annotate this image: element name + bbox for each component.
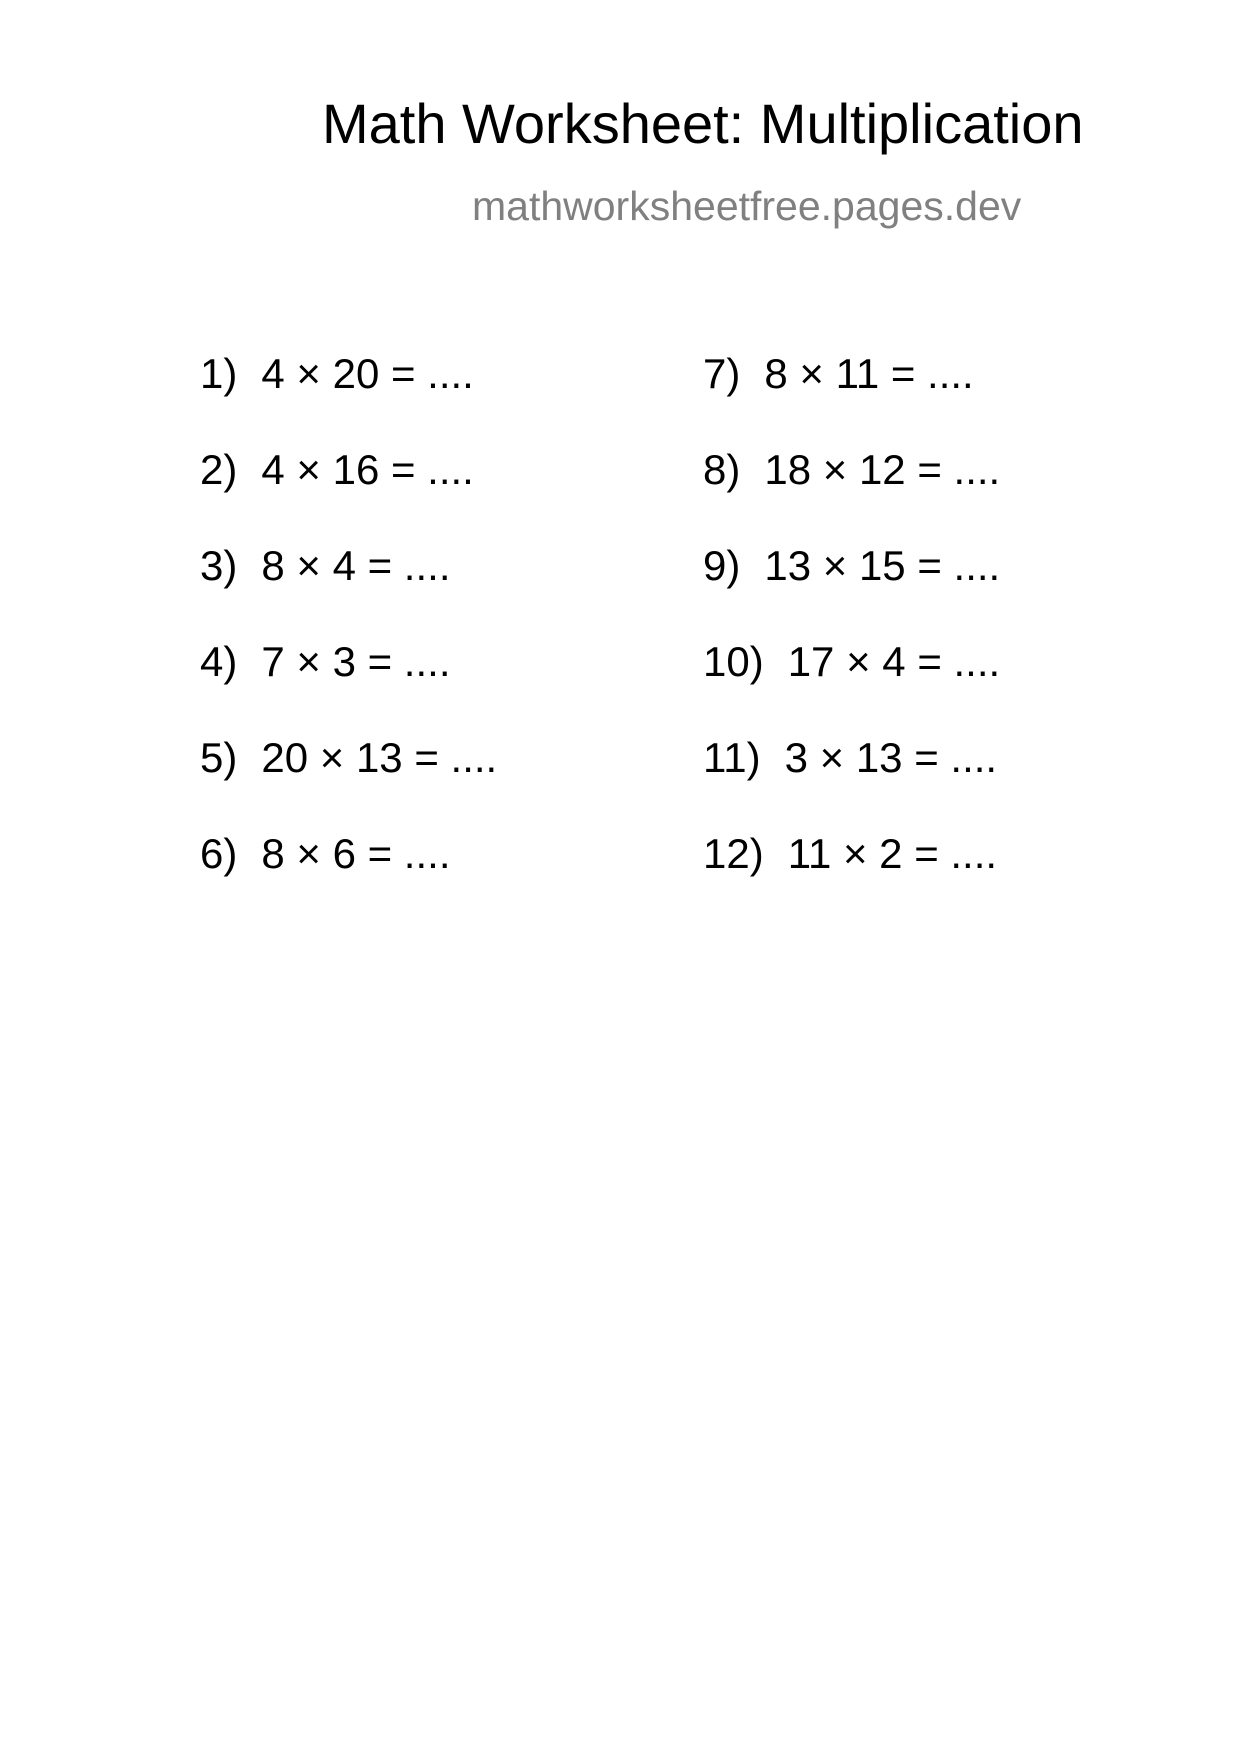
problem-number: 1)	[200, 350, 238, 397]
source-url: mathworksheetfree.pages.dev	[472, 183, 1022, 229]
problem-expression: 4 × 20 = ....	[261, 350, 474, 397]
problem-expression: 8 × 6 = ....	[261, 830, 451, 877]
problem-expression: 13 × 15 = ....	[764, 542, 1001, 589]
page-title: Math Worksheet: Multiplication	[322, 92, 1084, 155]
problem-expression: 20 × 13 = ....	[261, 734, 498, 781]
problem-expression: 4 × 16 = ....	[261, 446, 474, 493]
problem-item	[200, 350, 497, 446]
problem-item	[703, 734, 1000, 830]
problem-number: 11)	[703, 734, 761, 781]
problem-number: 12)	[703, 830, 764, 877]
problem-column-left	[200, 350, 497, 926]
problem-expression: 17 × 4 = ....	[787, 638, 1001, 685]
problem-expression: 18 × 12 = ....	[764, 446, 1001, 493]
problem-item	[703, 446, 1000, 542]
problem-item	[703, 542, 1000, 638]
problem-expression: 8 × 11 = ....	[764, 350, 974, 397]
problem-number: 3)	[200, 542, 238, 589]
problem-item	[200, 734, 497, 830]
problem-item	[200, 446, 497, 542]
problem-number: 2)	[200, 446, 238, 493]
problem-item	[703, 638, 1000, 734]
problem-expression: 7 × 3 = ....	[261, 638, 451, 685]
problem-number: 6)	[200, 830, 238, 877]
problem-number: 9)	[703, 542, 741, 589]
problem-number: 5)	[200, 734, 238, 781]
problem-column-right	[703, 350, 1000, 926]
problem-number: 8)	[703, 446, 741, 493]
problem-item	[200, 638, 497, 734]
problem-item	[200, 542, 497, 638]
problem-expression: 8 × 4 = ....	[261, 542, 451, 589]
problem-expression: 3 × 13 = ....	[784, 734, 998, 781]
problem-number: 4)	[200, 638, 238, 685]
problem-item	[703, 830, 1000, 926]
problem-item	[703, 350, 1000, 446]
problem-expression: 11 × 2 = ....	[787, 830, 998, 877]
problem-number: 7)	[703, 350, 741, 397]
problem-number: 10)	[703, 638, 764, 685]
problem-item	[200, 830, 497, 926]
